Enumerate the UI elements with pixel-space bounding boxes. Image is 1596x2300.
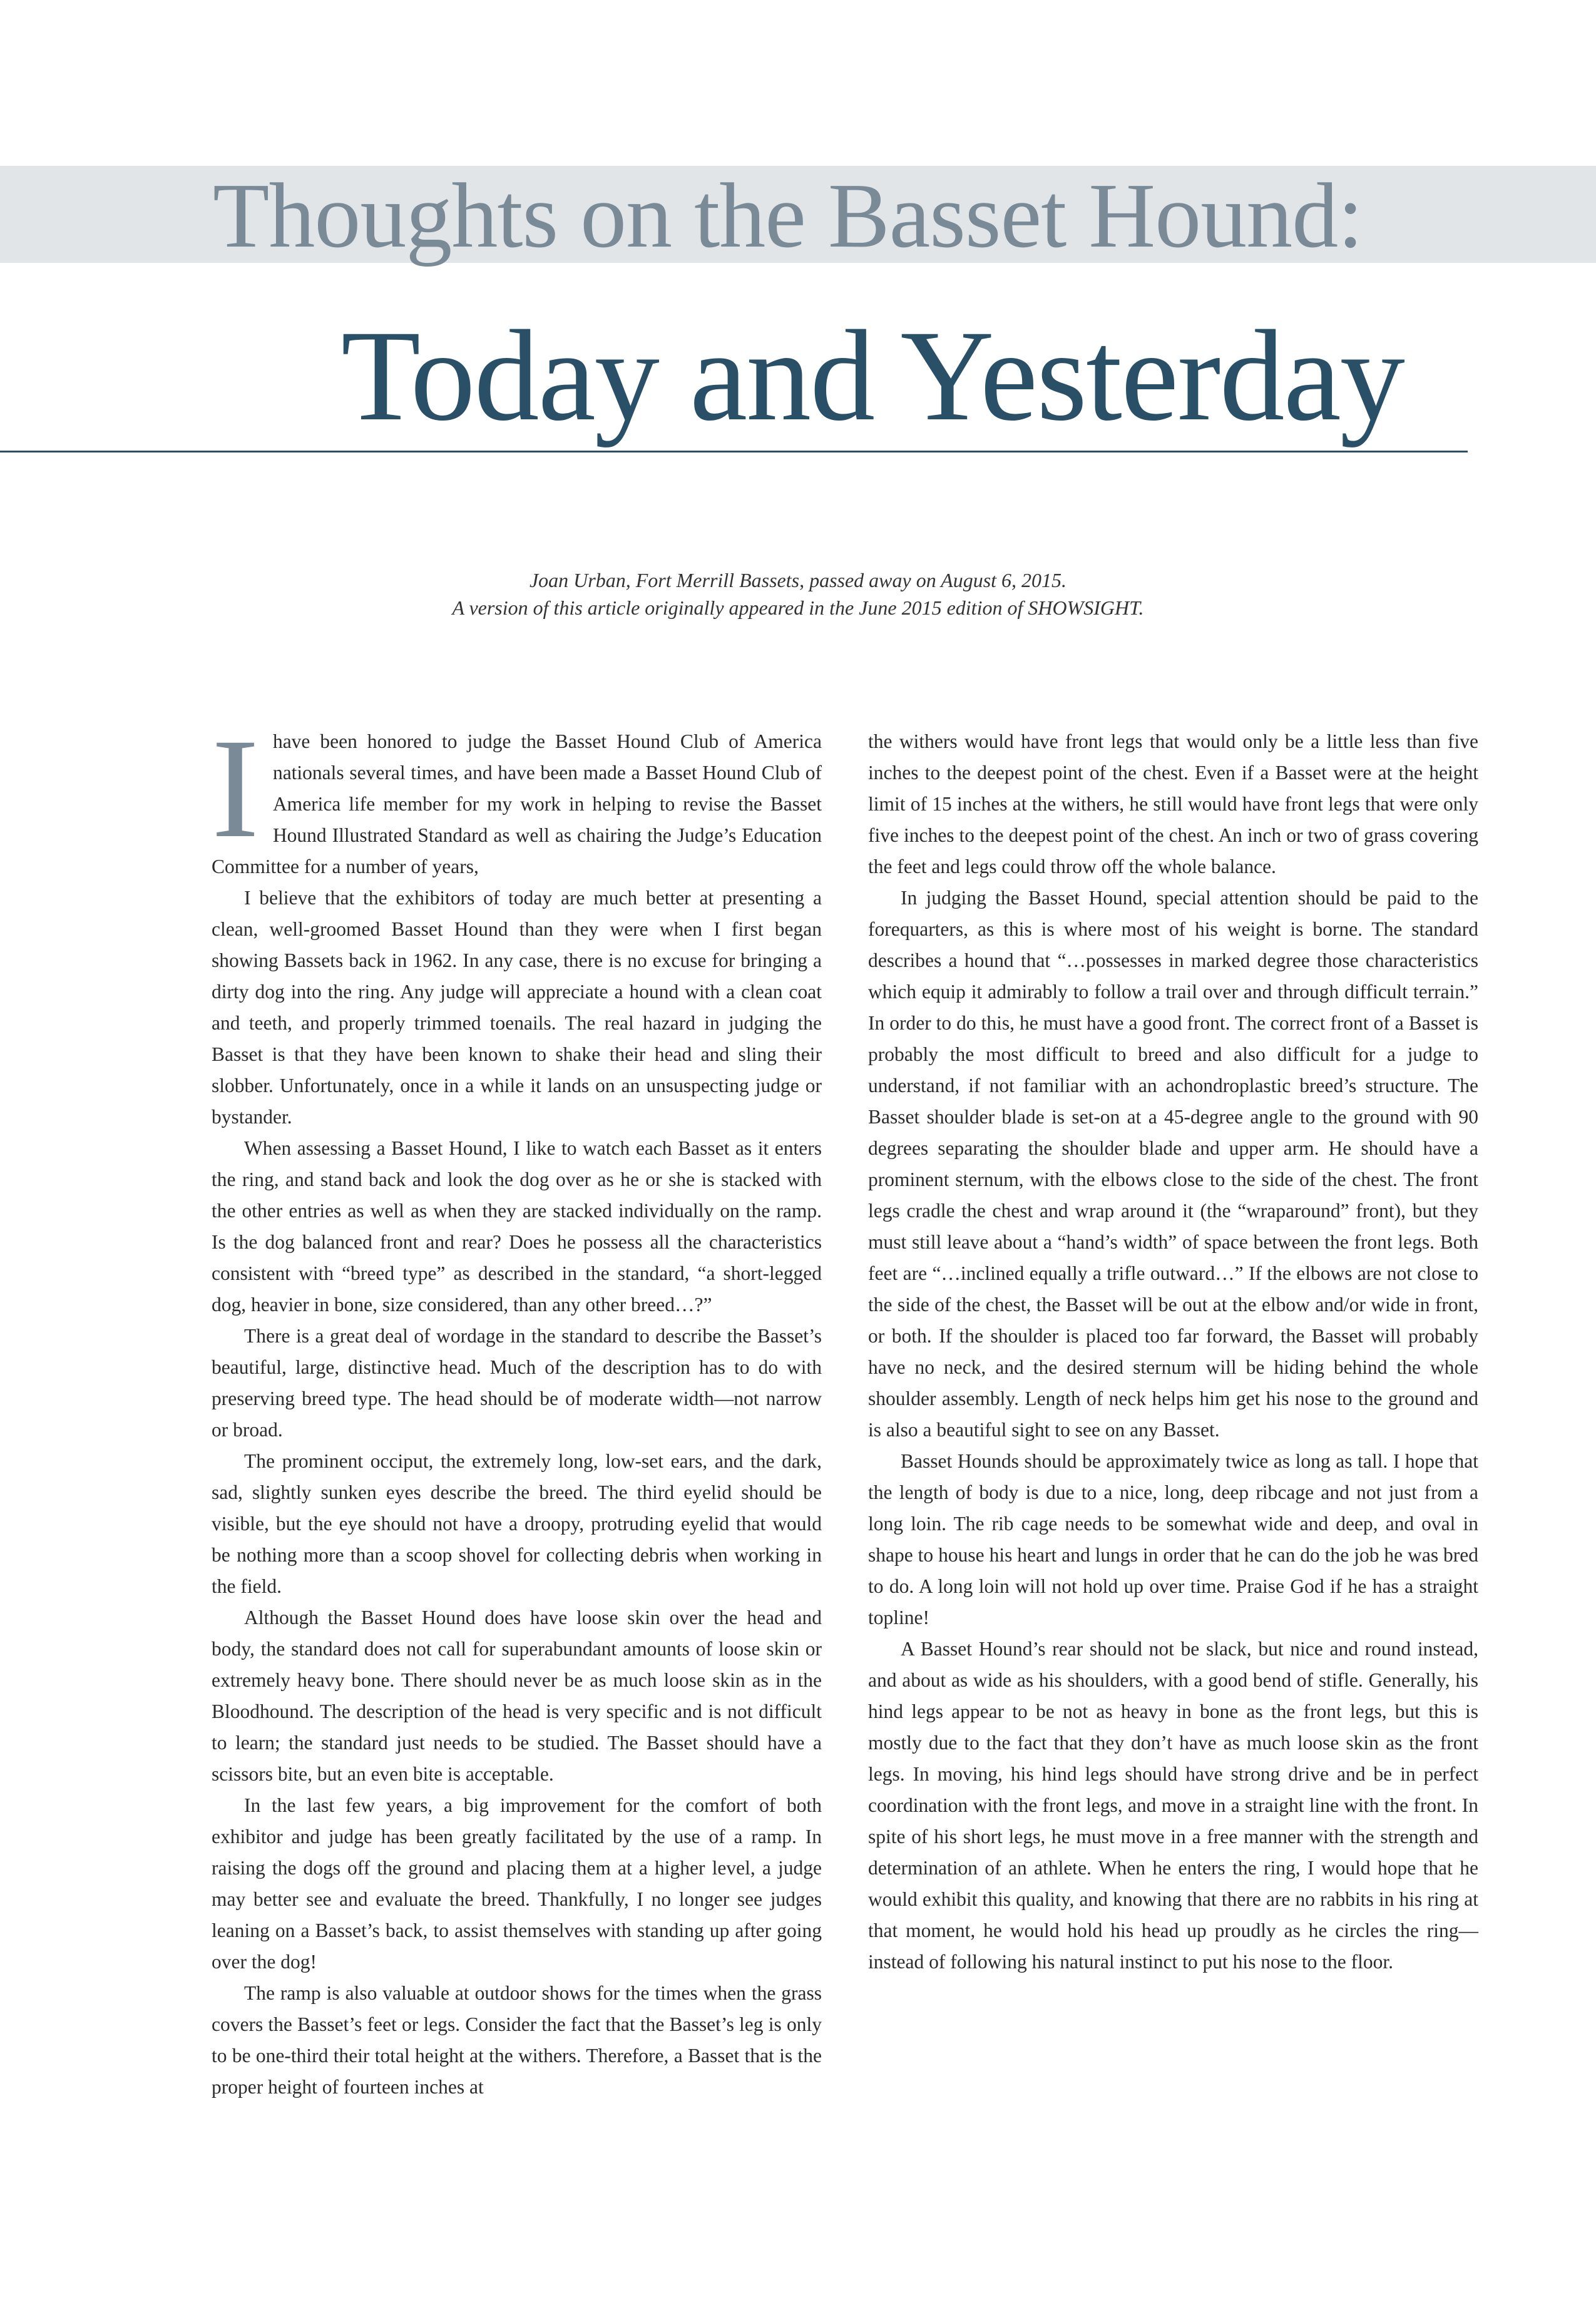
drop-cap: I [212,710,259,867]
article-column-left [212,710,822,2103]
paragraph: In judging the Basset Hound, special attention should be paid to the forequarters, as this is where most of his weight is borne. The standard describes a hound that “…possesses in marked degree those characteristics which equip it admirably to follow a trail over and through difficult terrain.” In order to do this, he must have a good front. The correct front of a Basset is probably the most difficult to breed and also difficult for a judge to understand, if not familiar with an achondroplastic breed’s structure. The Basset shoulder blade is set-on at a 45-degree angle to the ground with 90 degrees separating the shoulder blade and upper arm. He should have a prominent sternum, with the elbows close to the side of the chest. The front legs cradle the chest and wrap around it (the “wraparound” front), but they must still leave about a “hand’s width” of space between the front legs. Both feet are “…inclined equally a trifle outward…” If the elbows are not close to the side of the chest, the Basset will be out at the elbow and/or wide in front, or both. If the shoulder is placed too far forward, the Basset will probably have no neck, and the desired sternum will be hiding behind the whole shoulder assembly. Length of neck helps him get his nose to the ground and is also a beautiful sight to see on any Basset. [868,887,1478,1441]
paragraph: A Basset Hound’s rear should not be slack, but nice and round instead, and about as wide as his shoulders, with a good bend of stifle. Generally, his hind legs appear to be not as heavy in bone as the front legs, but this is mostly due to the fact that they don’t have as much loose skin as the front legs. In moving, his hind legs should have strong drive and be in perfect coordination with the front legs, and move in a straight line with the front. In spite of his short legs, he must move in a free manner with the strength and determination of an athlete. When he enters the ring, I would hope that he would exhibit this quality, and knowing that there are no rabbits in his ring at that moment, he would hold his head up proudly as he circles the ring—instead of following his natural instinct to put his nose to the floor. [868,1638,1478,1973]
byline-line-2: A version of this article originally appeared in the June 2015 edition of SHOWSIGHT. [452,596,1144,619]
paragraph [212,710,822,882]
paragraph: When assessing a Basset Hound, I like to watch each Basset as it enters the ring, and stand back and look the dog over as he or she is stacked with the other entries as well as when they are stacked individually on the ramp. Is the dog balanced front and rear? Does he possess all the characteristics consistent with “breed type” as described in the standard, “a short-legged dog, heavier in bone, size considered, than any other breed…?” [212,1137,822,1316]
paragraph: the withers would have front legs that would only be a little less than five inches to the deepest point of the chest. Even if a Basset were at the height limit of 15 inches at the withers, he still would have front legs that were only five inches to the deepest point of the chest. An inch or two of grass covering the feet and legs could throw off the whole balance. [868,730,1478,877]
byline [188,566,1408,621]
paragraph: In the last few years, a big improvement for the comfort of both exhibitor and judge has been greatly facilitated by the use of a ramp. In raising the dogs off the ground and placing them at a higher level, a judge may better see and evaluate the breed. Thankfully, I no longer see judges leaning on a Basset’s back, to assist themselves with standing up after going over the dog! [212,1794,822,1973]
paragraph: The ramp is also valuable at outdoor shows for the times when the grass covers the Basset’s feet or legs. Consider the fact that the Basset’s leg is only to be one-third their total height at the withers. Therefore, a Basset that is the proper height of fourteen inches at [212,1982,822,2098]
paragraph: Basset Hounds should be approximately twice as long as tall. I hope that the length of body is due to a nice, long, deep ribcage and not just from a long loin. The rib cage needs to be somewhat wide and deep, and oval in shape to house his heart and lungs in order that he can do the job he was bred to do. A long loin will not hold up over time. Praise God if he has a straight topline! [868,1450,1478,1628]
paragraph: The prominent occiput, the extremely long, low-set ears, and the dark, sad, slightly sunken eyes describe the breed. The third eyelid should be visible, but the eye should not have a droopy, protruding eyelid that would be nothing more than a scoop shovel for collecting debris when working in the field. [212,1450,822,1597]
article-column-right [868,726,1478,1978]
title-top: Thoughts on the Basset Hound: [213,165,1363,267]
paragraph: There is a great deal of wordage in the standard to describe the Basset’s beautiful, large, distinctive head. Much of the description has to do with preserving breed type. The head should be of moderate width—not narrow or broad. [212,1325,822,1441]
title-rule [0,451,1468,452]
byline-line-1: Joan Urban, Fort Merrill Bassets, passed away on August 6, 2015. [529,569,1067,591]
paragraph: I believe that the exhibitors of today are much better at presenting a clean, well-groomed Basset Hound than they were when I first began showing Bassets back in 1962. In any case, there is no excuse for bringing a dirty dog into the ring. Any judge will appreciate a hound with a clean coat and teeth, and properly trimmed toenails. The real hazard in judging the Basset is that they have been known to shake their head and sling their slobber. Unfortunately, once in a while it lands on an unsuspecting judge or bystander. [212,887,822,1128]
paragraph-text: have been honored to judge the Basset Hound Club of America nationals several times, and have been made a Basset Hound Club of America life member for my work in helping to revise the Basset Hound Illustrated Standard as well as chairing the Judge’s Education Committee for a number of years, [212,730,822,877]
paragraph: Although the Basset Hound does have loose skin over the head and body, the standard does not call for superabundant amounts of loose skin or extremely heavy bone. There should never be as much loose skin as in the Bloodhound. The description of the head is very specific and is not difficult to learn; the standard just needs to be studied. The Basset should have a scissors bite, but an even bite is acceptable. [212,1607,822,1785]
page-title: Today and Yesterday [341,304,1404,447]
